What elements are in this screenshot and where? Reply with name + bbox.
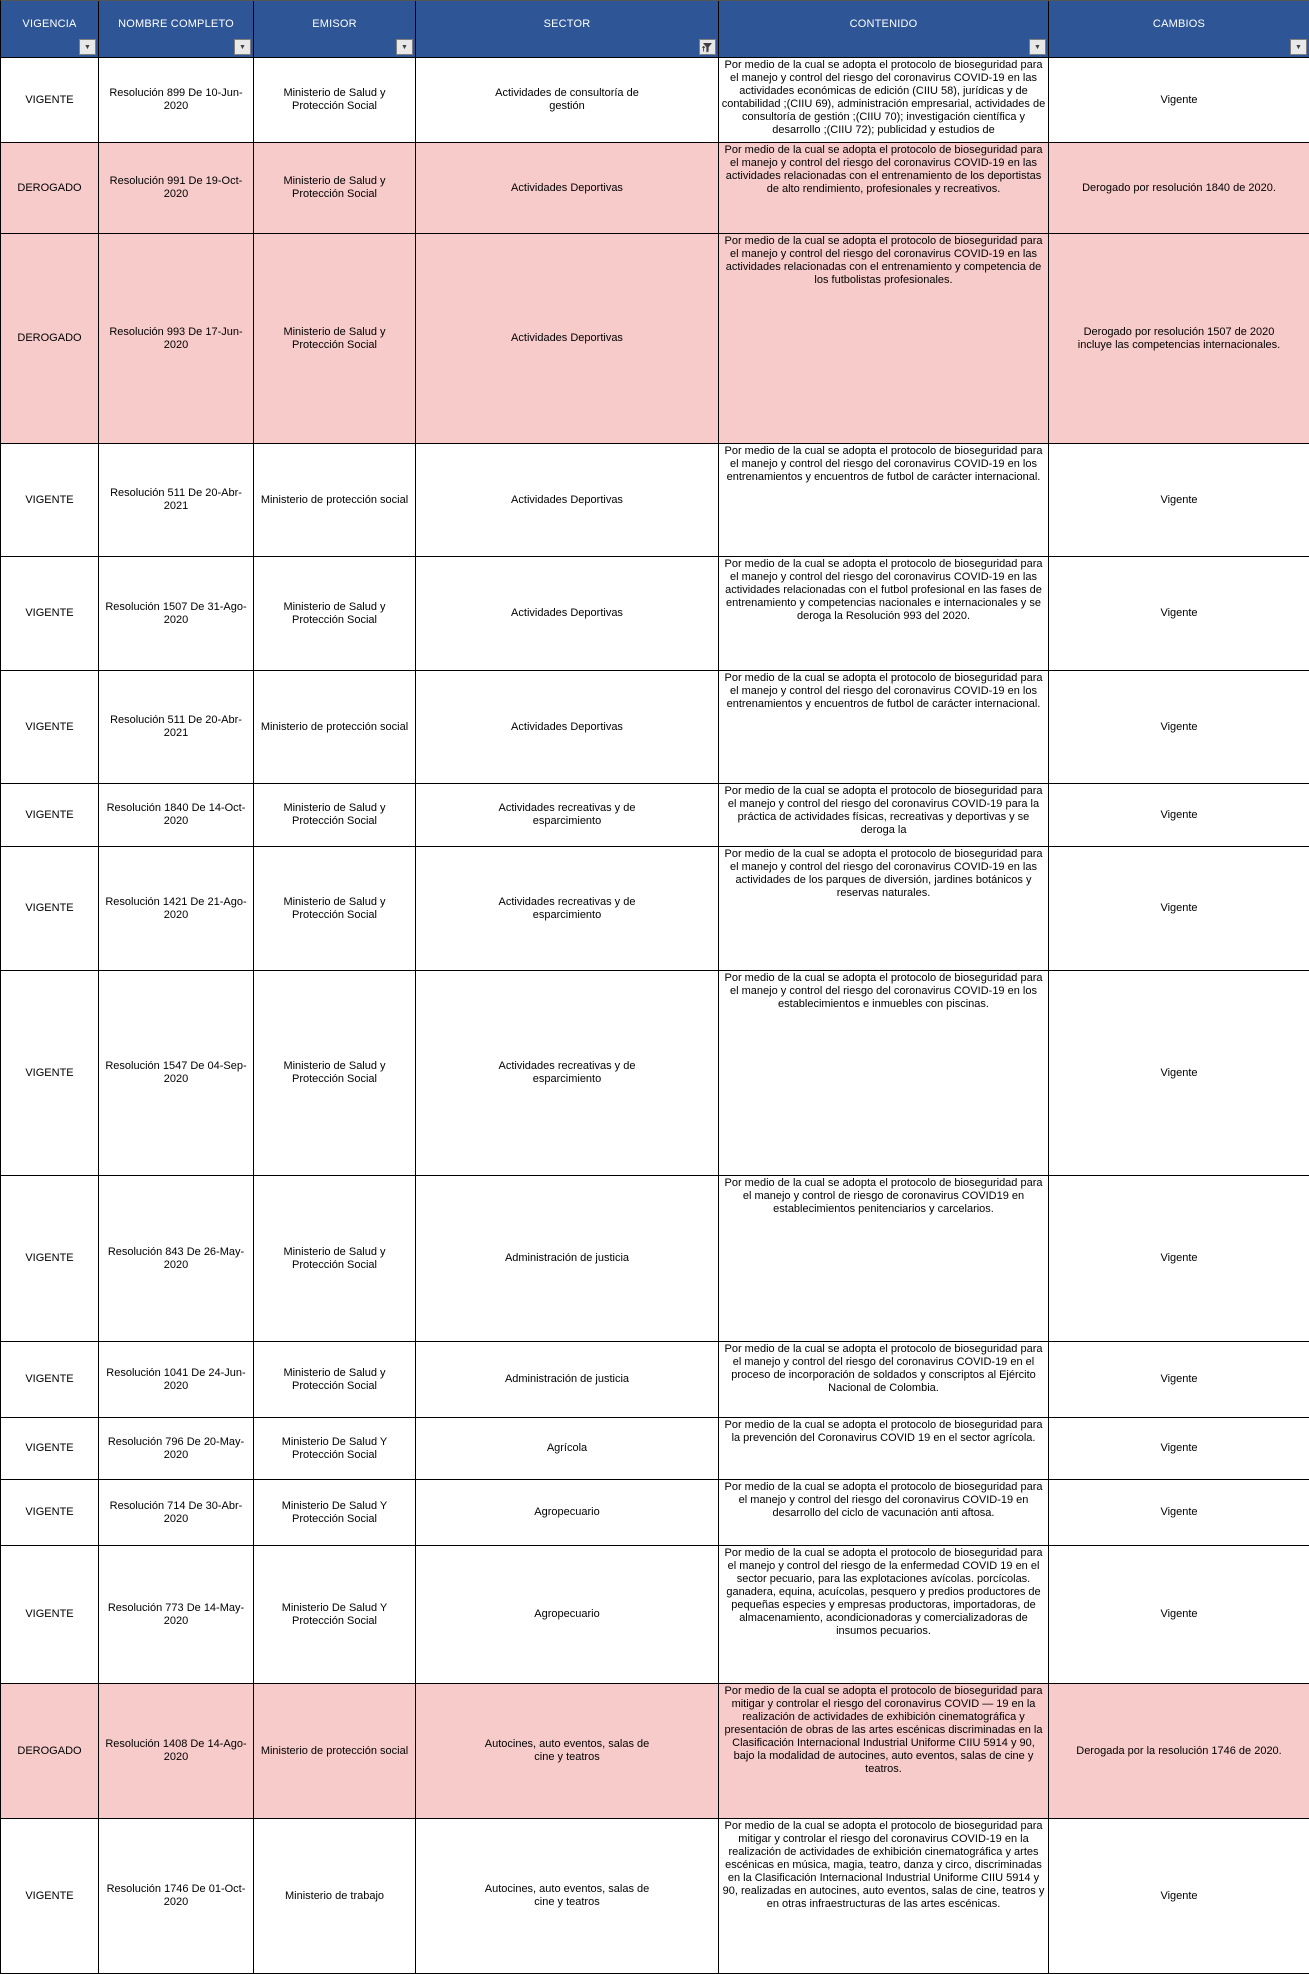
contenido-value: Por medio de la cual se adopta el protocolo de bioseguridad para el manejo y control del riesgo del coronavirus COVID-19 en las actividades relacionadas con el entrenamiento y competencia de los futbolistas profesionales. xyxy=(724,235,1043,286)
cell-cambios[interactable] xyxy=(1049,1684,1309,1819)
header-cell-nombre xyxy=(99,1,254,58)
cell-nombre[interactable] xyxy=(99,1342,254,1418)
contenido-value: Por medio de la cual se adopta el protocolo de bioseguridad para el manejo y control de riesgo de coronavirus COVID19 en establecimientos penitenciarios y carcelarios. xyxy=(724,1177,1043,1215)
cell-emisor[interactable] xyxy=(254,847,416,971)
contenido-value: Por medio de la cual se adopta el protocolo de bioseguridad para mitigar y controlar el riesgo del coronavirus COVID-19 en la realización de actividades de exhibición cinematográfica y artes escénicas en música, magia, teatro, danza y circo, discriminadas en la Clasificación Internacional Industrial Uniforme CIIU 5914 y 90, realizadas en autocines, auto eventos, salas de cine, teatros y en otras infraestructuras de las artes escénicas. xyxy=(722,1820,1045,1910)
table-row xyxy=(1,671,1309,784)
cell-vigencia[interactable] xyxy=(1,671,99,784)
cell-sector[interactable] xyxy=(416,1418,719,1480)
cell-emisor[interactable] xyxy=(254,1684,416,1819)
emisor-value: Ministerio de Salud y Protección Social xyxy=(283,87,386,112)
column-header-label: SECTOR xyxy=(543,18,591,30)
sector-value: Actividades recreativas y de esparcimiento xyxy=(498,895,636,921)
cell-sector[interactable] xyxy=(416,1480,719,1546)
emisor-value: Ministerio de Salud y Protección Social xyxy=(283,325,386,351)
cell-contenido[interactable] xyxy=(719,784,1049,847)
cell-cambios[interactable] xyxy=(1049,234,1309,444)
cell-sector[interactable] xyxy=(416,557,719,671)
table-row xyxy=(1,847,1309,971)
cell-sector[interactable] xyxy=(416,971,719,1176)
nombre-value: Resolución 1408 De 14-Ago- 2020 xyxy=(105,1738,247,1763)
vigencia-value: DEROGADO xyxy=(17,1744,82,1757)
contenido-value: Por medio de la cual se adopta el protocolo de bioseguridad para el manejo y control del riesgo del coronavirus COVID-19 para la práctica de actividades físicas, recreativas y deportivas y se deroga la xyxy=(724,785,1043,836)
vigencia-value: VIGENTE xyxy=(25,1889,74,1902)
cell-contenido[interactable] xyxy=(719,557,1049,671)
cambios-value: Vigente xyxy=(1160,902,1198,914)
cell-vigencia[interactable] xyxy=(1,1480,99,1546)
emisor-value: Ministerio de Salud y Protección Social xyxy=(283,1366,386,1392)
cell-cambios[interactable] xyxy=(1049,58,1309,143)
contenido-filter-button[interactable] xyxy=(1029,39,1046,55)
cell-contenido[interactable] xyxy=(719,143,1049,234)
cell-vigencia[interactable] xyxy=(1,847,99,971)
emisor-value: Ministerio de Salud y Protección Social xyxy=(283,1060,386,1085)
cell-contenido[interactable] xyxy=(719,444,1049,557)
cell-emisor[interactable] xyxy=(254,143,416,234)
dropdown-arrow-icon: ▼ xyxy=(239,43,246,51)
emisor-filter-button[interactable] xyxy=(396,39,413,55)
vigencia-filter-button[interactable] xyxy=(79,39,96,55)
cell-nombre[interactable] xyxy=(99,1684,254,1819)
contenido-value: Por medio de la cual se adopta el protocolo de bioseguridad para el manejo y control del riesgo del coronavirus COVID-19 en desarrollo del ciclo de vacunación anti aftosa. xyxy=(724,1481,1043,1519)
cambios-value: Derogada por la resolución 1746 de 2020. xyxy=(1076,1744,1282,1757)
cell-nombre[interactable] xyxy=(99,1819,254,1974)
cell-nombre[interactable] xyxy=(99,143,254,234)
emisor-value: Ministerio de Salud y Protección Social xyxy=(283,895,386,921)
sector-value: Administración de justicia xyxy=(504,1373,630,1385)
sector-value: Actividades de consultoría de gestión xyxy=(495,87,639,112)
emisor-value: Ministerio De Salud Y Protección Social xyxy=(281,1435,388,1461)
sector-value: Administración de justicia xyxy=(504,1252,630,1264)
cambios-value: Vigente xyxy=(1160,1608,1198,1620)
cambios-value: Vigente xyxy=(1160,808,1198,821)
cell-cambios[interactable] xyxy=(1049,1480,1309,1546)
dropdown-arrow-icon: ▼ xyxy=(84,43,91,51)
cell-cambios[interactable] xyxy=(1049,671,1309,784)
cell-emisor[interactable] xyxy=(254,1480,416,1546)
cambios-value: Vigente xyxy=(1160,1252,1198,1264)
cell-sector[interactable] xyxy=(416,847,719,971)
emisor-value: Ministerio de Salud y Protección Social xyxy=(283,600,386,626)
header-cell-vigencia xyxy=(1,1,99,58)
table-row xyxy=(1,234,1309,444)
cell-contenido[interactable] xyxy=(719,234,1049,444)
cell-vigencia[interactable] xyxy=(1,971,99,1176)
cambios-value: Derogado por resolución 1840 de 2020. xyxy=(1082,181,1276,194)
vigencia-value: VIGENTE xyxy=(25,902,74,914)
vigencia-value: DEROGADO xyxy=(17,181,82,194)
cell-nombre[interactable] xyxy=(99,1480,254,1546)
cell-nombre[interactable] xyxy=(99,1418,254,1480)
cell-cambios[interactable] xyxy=(1049,557,1309,671)
cell-contenido[interactable] xyxy=(719,1176,1049,1342)
cell-contenido[interactable] xyxy=(719,1342,1049,1418)
cell-cambios[interactable] xyxy=(1049,143,1309,234)
column-header-label: EMISOR xyxy=(312,18,357,30)
vigencia-value: VIGENTE xyxy=(25,1252,74,1264)
table-row xyxy=(1,1342,1309,1418)
cell-nombre[interactable] xyxy=(99,557,254,671)
vigencia-value: VIGENTE xyxy=(25,1066,74,1079)
nombre-value: Resolución 1421 De 21-Ago- 2020 xyxy=(105,895,247,921)
cell-vigencia[interactable] xyxy=(1,58,99,143)
cell-contenido[interactable] xyxy=(719,1819,1049,1974)
header-cell-emisor xyxy=(254,1,416,58)
table-row xyxy=(1,1684,1309,1819)
cambios-value: Vigente xyxy=(1160,1506,1198,1518)
cambios-value: Vigente xyxy=(1160,1373,1198,1385)
cell-nombre[interactable] xyxy=(99,971,254,1176)
nombre-value: Resolución 991 De 19-Oct- 2020 xyxy=(109,175,243,200)
cell-cambios[interactable] xyxy=(1049,1418,1309,1480)
contenido-value: Por medio de la cual se adopta el protocolo de bioseguridad para el manejo y control del riesgo del coronavirus COVID-19 en las actividades relacionadas con el futbol profesional en las fases de entrenamiento y competencias nacionales e internacionales y se deroga la Resolución 993 del 2020. xyxy=(724,558,1043,622)
nombre-value: Resolución 1840 De 14-Oct- 2020 xyxy=(106,802,246,827)
column-header-label: CAMBIOS xyxy=(1152,18,1206,30)
cambios-value: Vigente xyxy=(1160,1889,1198,1902)
cell-vigencia[interactable] xyxy=(1,234,99,444)
header-cell-cambios xyxy=(1049,1,1309,58)
dropdown-arrow-icon: ▼ xyxy=(1034,43,1041,51)
cambios-filter-button[interactable] xyxy=(1290,39,1307,55)
cell-cambios[interactable] xyxy=(1049,1819,1309,1974)
nombre-value: Resolución 773 De 14-May- 2020 xyxy=(107,1601,245,1627)
contenido-value: Por medio de la cual se adopta el protocolo de bioseguridad para el manejo y control del riesgo del coronavirus COVID-19 en las actividades relacionadas con el entrenamiento de los deportistas de alto rendimiento, profesionales y recreativos. xyxy=(724,144,1043,195)
cell-nombre[interactable] xyxy=(99,1176,254,1342)
cell-sector[interactable] xyxy=(416,1176,719,1342)
vigencia-value: VIGENTE xyxy=(25,1442,74,1454)
nombre-filter-button[interactable] xyxy=(234,39,251,55)
sector-value: Actividades Deportivas xyxy=(511,607,623,619)
cell-sector[interactable] xyxy=(416,1546,719,1684)
cell-cambios[interactable] xyxy=(1049,1176,1309,1342)
contenido-value: Por medio de la cual se adopta el protocolo de bioseguridad para la prevención del Coronavirus COVID 19 en el sector agrícola. xyxy=(724,1419,1043,1444)
cell-contenido[interactable] xyxy=(719,1546,1049,1684)
cell-vigencia[interactable] xyxy=(1,557,99,671)
sector-value: Actividades Deportivas xyxy=(511,720,623,733)
cell-emisor[interactable] xyxy=(254,671,416,784)
cambios-value: Vigente xyxy=(1160,493,1198,506)
cell-vigencia[interactable] xyxy=(1,1176,99,1342)
emisor-value: Ministerio de Salud y Protección Social xyxy=(283,175,386,200)
table-row xyxy=(1,784,1309,847)
cambios-value: Vigente xyxy=(1160,1066,1198,1079)
cell-nombre[interactable] xyxy=(99,1546,254,1684)
cambios-value: Vigente xyxy=(1160,1442,1198,1454)
cell-vigencia[interactable] xyxy=(1,784,99,847)
sector-value: Actividades Deportivas xyxy=(511,332,623,344)
cell-sector[interactable] xyxy=(416,1819,719,1974)
cell-vigencia[interactable] xyxy=(1,444,99,557)
vigencia-value: VIGENTE xyxy=(25,1506,74,1518)
cell-nombre[interactable] xyxy=(99,234,254,444)
cell-cambios[interactable] xyxy=(1049,784,1309,847)
header-cell-contenido xyxy=(719,1,1049,58)
nombre-value: Resolución 511 De 20-Abr-2021 xyxy=(110,487,242,512)
cell-emisor[interactable] xyxy=(254,557,416,671)
table-row xyxy=(1,1176,1309,1342)
cell-sector[interactable] xyxy=(416,1684,719,1819)
sector-value: Agropecuario xyxy=(534,1506,600,1518)
table-row xyxy=(1,557,1309,671)
sector-value: Agrícola xyxy=(546,1442,588,1454)
cell-contenido[interactable] xyxy=(719,1480,1049,1546)
contenido-value: Por medio de la cual se adopta el protocolo de bioseguridad para el manejo y control del riesgo de la enfermedad COVID 19 en el sector pecuario, para las explotaciones avícolas. porcícolas. ganadera, equina, acuícolas, pesquero y predios productores de pequeñas especies y empresas productoras, importadoras, de almacenamiento, acondicionadoras y comercializadoras de insumos pecuarios. xyxy=(724,1547,1043,1637)
nombre-value: Resolución 511 De 20-Abr-2021 xyxy=(110,714,242,739)
cell-sector[interactable] xyxy=(416,784,719,847)
vigencia-value: VIGENTE xyxy=(25,493,74,506)
cell-vigencia[interactable] xyxy=(1,1418,99,1480)
cell-contenido[interactable] xyxy=(719,58,1049,143)
cell-emisor[interactable] xyxy=(254,784,416,847)
emisor-value: Ministerio De Salud Y Protección Social xyxy=(281,1601,388,1627)
cell-sector[interactable] xyxy=(416,671,719,784)
contenido-value: Por medio de la cual se adopta el protocolo de bioseguridad para el manejo y control del riesgo del coronavirus COVID-19 en los entrenamientos y encuentros de futbol de carácter internacional. xyxy=(724,672,1043,710)
cambios-value: Vigente xyxy=(1160,720,1198,733)
cell-contenido[interactable] xyxy=(719,847,1049,971)
emisor-value: Ministerio de trabajo xyxy=(284,1889,385,1902)
cell-emisor[interactable] xyxy=(254,1176,416,1342)
table-row xyxy=(1,1819,1309,1974)
cell-vigencia[interactable] xyxy=(1,1684,99,1819)
contenido-value: Por medio de la cual se adopta el protocolo de bioseguridad para el manejo y control del riesgo del coronavirus COVID-19 en los entrenamientos y encuentros de futbol de carácter internacional. xyxy=(724,445,1043,483)
cell-sector[interactable] xyxy=(416,58,719,143)
dropdown-arrow-icon: ▼ xyxy=(1295,43,1302,51)
cell-vigencia[interactable] xyxy=(1,1819,99,1974)
nombre-value: Resolución 796 De 20-May- 2020 xyxy=(107,1435,245,1461)
column-header-label: NOMBRE COMPLETO xyxy=(118,18,234,30)
sector-value: Actividades Deportivas xyxy=(511,181,623,194)
nombre-value: Resolución 899 De 10-Jun-2020 xyxy=(109,87,243,112)
emisor-value: Ministerio de protección social xyxy=(260,1744,409,1757)
emisor-value: Ministerio de Salud y Protección Social xyxy=(283,1245,386,1271)
emisor-value: Ministerio de protección social xyxy=(260,493,409,506)
emisor-value: Ministerio de protección social xyxy=(260,720,409,733)
nombre-value: Resolución 843 De 26-May- 2020 xyxy=(107,1245,245,1271)
cell-emisor[interactable] xyxy=(254,1342,416,1418)
cell-cambios[interactable] xyxy=(1049,1342,1309,1418)
emisor-value: Ministerio De Salud Y Protección Social xyxy=(281,1499,388,1525)
nombre-value: Resolución 1041 De 24-Jun- 2020 xyxy=(106,1366,246,1392)
cell-sector[interactable] xyxy=(416,444,719,557)
table-row xyxy=(1,143,1309,234)
cell-emisor[interactable] xyxy=(254,58,416,143)
cell-sector[interactable] xyxy=(416,234,719,444)
vigencia-value: VIGENTE xyxy=(25,1608,74,1620)
cell-cambios[interactable] xyxy=(1049,971,1309,1176)
sector-value: Actividades recreativas y de esparcimiento xyxy=(498,802,636,827)
cell-sector[interactable] xyxy=(416,1342,719,1418)
table-header-row xyxy=(1,1,1309,58)
cell-nombre[interactable] xyxy=(99,847,254,971)
sector-value: Agropecuario xyxy=(534,1608,600,1620)
column-header-label: CONTENIDO xyxy=(849,18,918,30)
cambios-value: Vigente xyxy=(1160,93,1198,106)
contenido-value: Por medio de la cual se adopta el protocolo de bioseguridad para el manejo y control del riesgo del coronavirus COVID-19 en las actividades de los parques de diversión, jardines botánicos y reservas naturales. xyxy=(724,848,1043,899)
sector-value: Autocines, auto eventos, salas de cine y teatros xyxy=(484,1738,650,1763)
emisor-value: Ministerio de Salud y Protección Social xyxy=(283,802,386,827)
cell-nombre[interactable] xyxy=(99,58,254,143)
table-row xyxy=(1,971,1309,1176)
cell-cambios[interactable] xyxy=(1049,444,1309,557)
cell-cambios[interactable] xyxy=(1049,847,1309,971)
cell-emisor[interactable] xyxy=(254,1546,416,1684)
nombre-value: Resolución 714 De 30-Abr-2020 xyxy=(109,1499,243,1525)
cell-sector[interactable] xyxy=(416,143,719,234)
cell-contenido[interactable] xyxy=(719,671,1049,784)
contenido-value: Por medio de la cual se adopta el protocolo de bioseguridad para el manejo y control del riesgo del coronavirus COVID-19 en los establecimientos e inmuebles con piscinas. xyxy=(724,972,1043,1010)
column-header-label: VIGENCIA xyxy=(22,18,77,30)
table-row xyxy=(1,444,1309,557)
cell-emisor[interactable] xyxy=(254,234,416,444)
vigencia-value: VIGENTE xyxy=(25,607,74,619)
nombre-value: Resolución 1547 De 04-Sep- 2020 xyxy=(105,1060,247,1085)
vigencia-value: VIGENTE xyxy=(25,93,74,106)
cell-nombre[interactable] xyxy=(99,784,254,847)
table-body xyxy=(1,58,1309,1974)
cell-nombre[interactable] xyxy=(99,671,254,784)
nombre-value: Resolución 1507 De 31-Ago- 2020 xyxy=(105,600,247,626)
cell-emisor[interactable] xyxy=(254,444,416,557)
cell-emisor[interactable] xyxy=(254,1418,416,1480)
cell-emisor[interactable] xyxy=(254,1819,416,1974)
dropdown-arrow-icon: ▼ xyxy=(401,43,408,51)
cell-nombre[interactable] xyxy=(99,444,254,557)
vigencia-value: VIGENTE xyxy=(25,808,74,821)
cell-contenido[interactable] xyxy=(719,1684,1049,1819)
cell-contenido[interactable] xyxy=(719,971,1049,1176)
sector-value: Actividades recreativas y de esparcimiento xyxy=(498,1060,636,1085)
sector-value: Autocines, auto eventos, salas de cine y teatros xyxy=(484,1883,650,1908)
sector-value: Actividades Deportivas xyxy=(511,493,623,506)
vigencia-value: VIGENTE xyxy=(25,1373,74,1385)
cambios-value: Derogado por resolución 1507 de 2020 incluye las competencias internacionales. xyxy=(1077,325,1281,351)
vigencia-value: VIGENTE xyxy=(25,720,74,733)
contenido-value: Por medio de la cual se adopta el protocolo de bioseguridad para el manejo y control del riesgo del coronavirus COVID-19 en el proceso de incorporación de soldados y conscriptos al Ejército Nacional de Colombia. xyxy=(724,1343,1043,1394)
cambios-value: Vigente xyxy=(1160,607,1198,619)
nombre-value: Resolución 993 De 17-Jun-2020 xyxy=(109,325,243,351)
cell-cambios[interactable] xyxy=(1049,1546,1309,1684)
cell-vigencia[interactable] xyxy=(1,1342,99,1418)
funnel-sort-icon xyxy=(702,42,713,53)
sector-filter-button[interactable] xyxy=(699,39,716,55)
table-row xyxy=(1,1546,1309,1684)
table-row xyxy=(1,1418,1309,1480)
cell-vigencia[interactable] xyxy=(1,1546,99,1684)
contenido-value: Por medio de la cual se adopta el protocolo de bioseguridad para mitigar y controlar el riesgo del coronavirus COVID — 19 en la realización de actividades de exhibición cinematográfica y presentación de obras de las artes escénicas discriminadas en la Clasificación Internacional Industrial Uniforme CIIU 5914 y 90, bajo la modalidad de autocines, auto eventos, salas de cine y teatros. xyxy=(724,1685,1043,1775)
cell-contenido[interactable] xyxy=(719,1418,1049,1480)
header-cell-sector xyxy=(416,1,719,58)
table-row xyxy=(1,58,1309,143)
vigencia-value: DEROGADO xyxy=(17,332,82,344)
cell-emisor[interactable] xyxy=(254,971,416,1176)
cell-vigencia[interactable] xyxy=(1,143,99,234)
table-row xyxy=(1,1480,1309,1546)
nombre-value: Resolución 1746 De 01-Oct- 2020 xyxy=(106,1883,246,1908)
contenido-value: Por medio de la cual se adopta el protocolo de bioseguridad para el manejo y control del riesgo del coronavirus COVID-19 en las actividades económicas de edición (CIIU 58), jurídicas y de contabilidad ;(CIIU 69), administración empresarial, actividades de consultoría de gestión ;(CIIU 70); investigación científica y desarrollo ;(CIIU 72); publicidad y estudios de xyxy=(721,59,1046,136)
